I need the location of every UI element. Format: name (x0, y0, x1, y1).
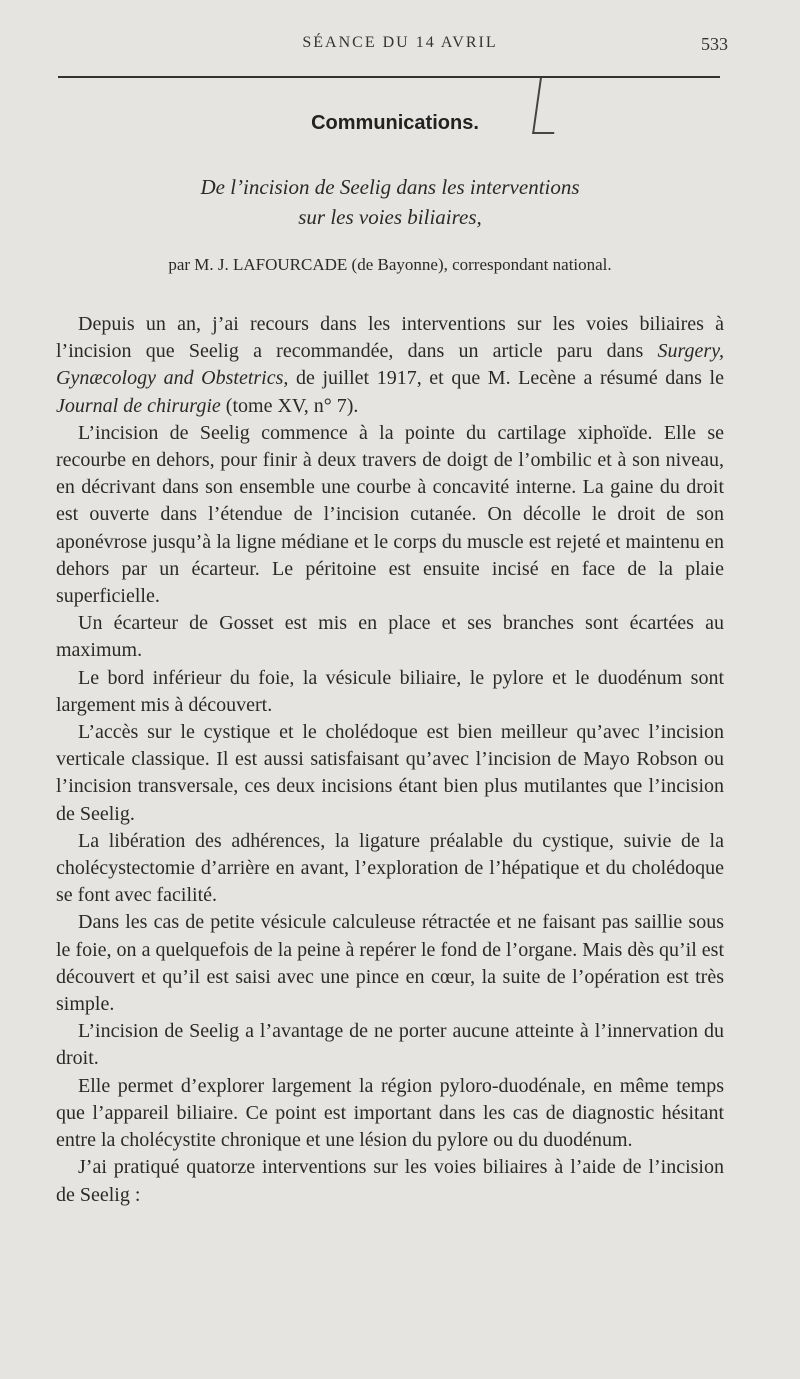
paragraph-gosset-retractor: Un écarteur de Gosset est mis en place et ses branches sont écartées au maximum. (56, 612, 724, 662)
paragraph-liberation: La libération des adhérences, la ligature préalable du cystique, suivie de la cholécystectomie d’arrière en avant, l’exploration de l’hépatique et du cholédoque se font avec facilité. (56, 829, 724, 907)
section-title: Communications. (311, 112, 479, 134)
running-head-title: SÉANCE DU 14 AVRIL (302, 34, 498, 51)
paragraph-small-vesicle: Dans les cas de petite vésicule calculeuse rétractée et ne faisant pas saillie sous le foie, on a quelquefois de la peine à repérer le fond de l’organe. Mais dès qu’il est découvert et qu’il est saisi avec une pince en cœur, la suite de l’opération est très simple. (56, 911, 724, 1016)
journal-name-surgery: Surgery, Gynæcology and Obstetrics, (56, 340, 724, 390)
paragraph-interventions: J’ai pratiqué quatorze interventions sur les voies biliaires à l’aide de l’incision de Seelig : (56, 1156, 724, 1206)
article-body (56, 311, 724, 1209)
article-byline: par M. J. LAFOURCADE (de Bayonne), correspondant national. (168, 255, 612, 274)
paragraph-intro-text-a: Depuis un an, j’ai recours dans les interventions sur les voies biliaires à l’incision que Seelig a recommandée, dans un article paru dans (56, 313, 724, 363)
journal-name-chirurgie: Journal de chirurgie (56, 394, 221, 417)
page-number: 533 (701, 34, 728, 54)
running-head (0, 34, 800, 56)
article-title (0, 172, 780, 232)
paragraph-access: L’accès sur le cystique et le cholédoque est bien meilleur qu’avec l’incision verticale classique. Il est aussi satisfaisant qu’avec l’incision de Mayo Robson ou l’incision transversale, ces deux incisions étant bien plus mutilantes que l’incision de Seelig. (56, 721, 724, 825)
article-title-line-1: De l’incision de Seelig dans les interventions (200, 175, 580, 199)
header-rule (58, 76, 720, 78)
paragraph-incision-description: L’incision de Seelig commence à la pointe du cartilage xiphoïde. Elle se recourbe en dehors, pour finir à deux travers de doigt de l’ombilic et à son niveau, en décrivant dans son ensemble une courbe à concavité interne. La gaine du droit est ouverte dans l’étendue de l’incision cutanée. On décolle le droit de son aponévrose jusqu’à la ligne médiane et le corps du muscle est rejeté et maintenu en dehors par un écarteur. Le péritoine est ensuite incisé en face de la plaie superficielle. (56, 421, 724, 608)
paragraph-intro-text-c: (tome XV, n° 7). (220, 394, 359, 417)
paragraph-exploration: Elle permet d’explorer largement la région pyloro-duodénale, en même temps que l’appareil biliaire. Ce point est important dans les cas de diagnostic hésitant entre la cholécystite chronique et une lésion du pylore ou du duodénum. (56, 1074, 724, 1152)
paragraph-exposure: Le bord inférieur du foie, la vésicule biliaire, le pylore et le duodénum sont largement mis à découvert. (56, 666, 724, 716)
article-title-line-2: sur les voies biliaires, (298, 205, 482, 229)
paragraph-intro-text-b: de juillet 1917, et que M. Lecène a résumé dans le (288, 367, 724, 390)
paragraph-intro (56, 311, 724, 420)
paragraph-innervation: L’incision de Seelig a l’avantage de ne porter aucune atteinte à l’innervation du droit. (56, 1020, 724, 1070)
